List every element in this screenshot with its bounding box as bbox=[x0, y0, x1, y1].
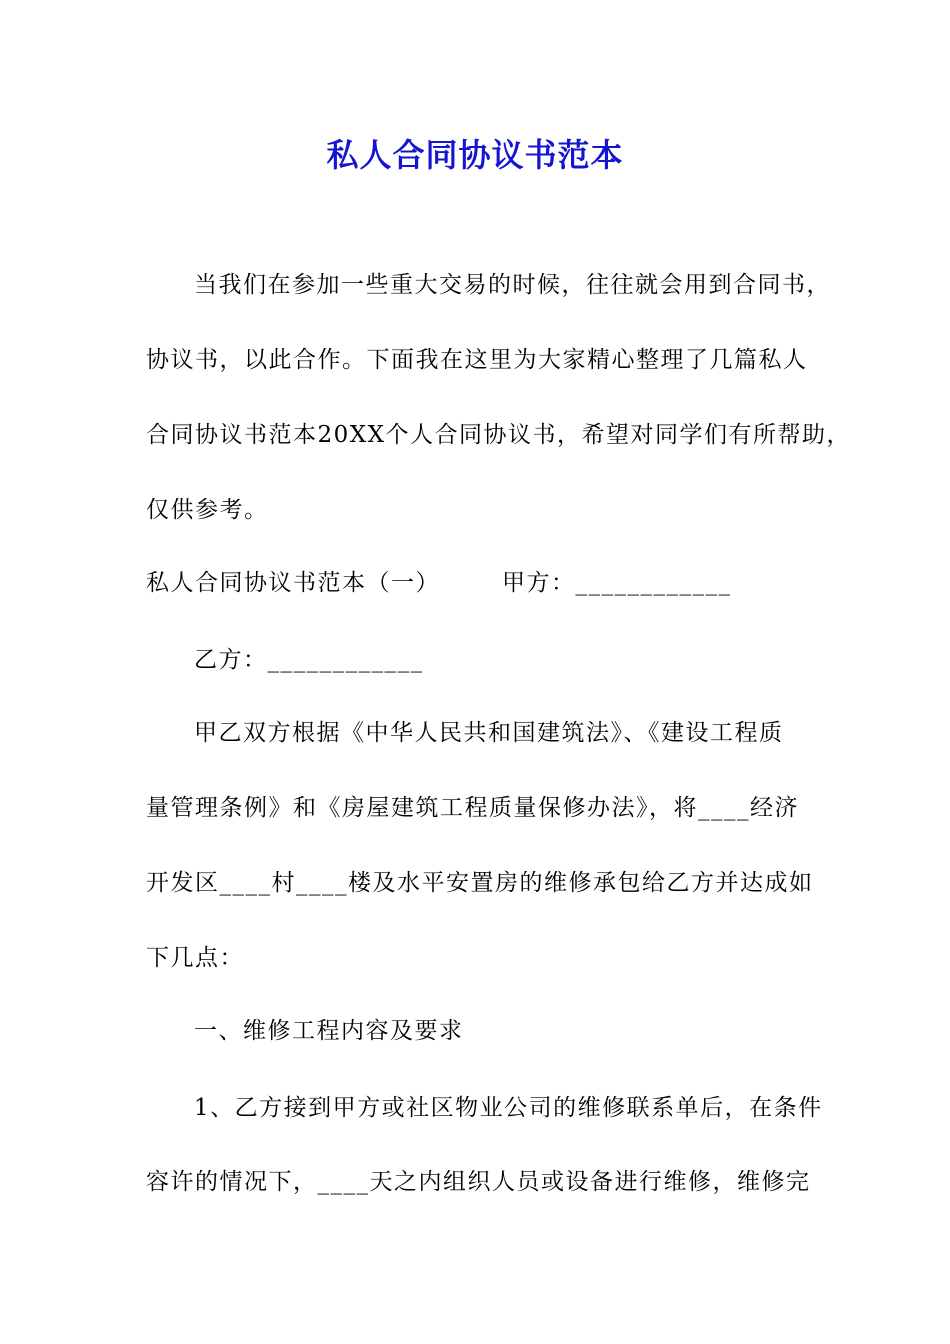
paragraph-line: 协议书，以此合作。下面我在这里为大家精心整理了几篇私人 bbox=[146, 347, 808, 373]
paragraph-line: 当我们在参加一些重大交易的时候，往往就会用到合同书， bbox=[194, 272, 831, 298]
paragraph-line: 下几点： bbox=[146, 945, 244, 971]
paragraph-line: 仅供参考。 bbox=[146, 497, 269, 523]
party-b-line: 乙方：____________ bbox=[194, 647, 424, 673]
section-heading-line: 私人合同协议书范本（一） 甲方：____________ bbox=[146, 570, 732, 596]
clause-heading: 一、维修工程内容及要求 bbox=[194, 1018, 464, 1044]
paragraph-line: 量管理条例》和《房屋建筑工程质量保修办法》，将____经济 bbox=[146, 795, 799, 821]
paragraph-line: 合同协议书范本20XX个人合同协议书，希望对同学们有所帮助， bbox=[146, 422, 852, 448]
paragraph-line: 开发区____村____楼及水平安置房的维修承包给乙方并达成如 bbox=[146, 870, 814, 896]
document-title: 私人合同协议书范本 bbox=[326, 136, 624, 174]
paragraph-line: 甲乙双方根据《中华人民共和国建筑法》、《建设工程质 bbox=[194, 720, 784, 746]
paragraph-line: 容许的情况下，____天之内组织人员或设备进行维修，维修完 bbox=[146, 1169, 811, 1195]
paragraph-line: 1、乙方接到甲方或社区物业公司的维修联系单后，在条件 bbox=[194, 1095, 823, 1121]
